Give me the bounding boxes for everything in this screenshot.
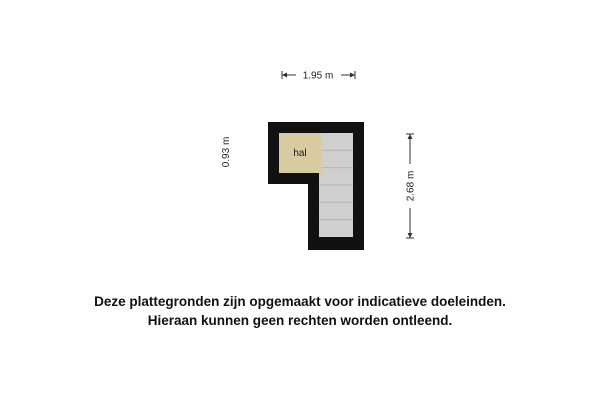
disclaimer-line-1: Deze plattegronden zijn opgemaakt voor indicatieve doeleinden. bbox=[94, 294, 506, 309]
dimension-right-label: 2.68 m bbox=[405, 170, 417, 202]
dimension-right bbox=[404, 134, 417, 238]
stairs-landing bbox=[319, 173, 353, 237]
dimension-top-label: 1.95 m bbox=[302, 70, 334, 82]
dimension-left-label: 0.93 m bbox=[221, 136, 232, 168]
room-label-hal: hal bbox=[293, 148, 307, 159]
dimension-top bbox=[282, 68, 355, 82]
disclaimer-line-2: Hieraan kunnen geen rechten worden ontleend. bbox=[147, 313, 453, 328]
